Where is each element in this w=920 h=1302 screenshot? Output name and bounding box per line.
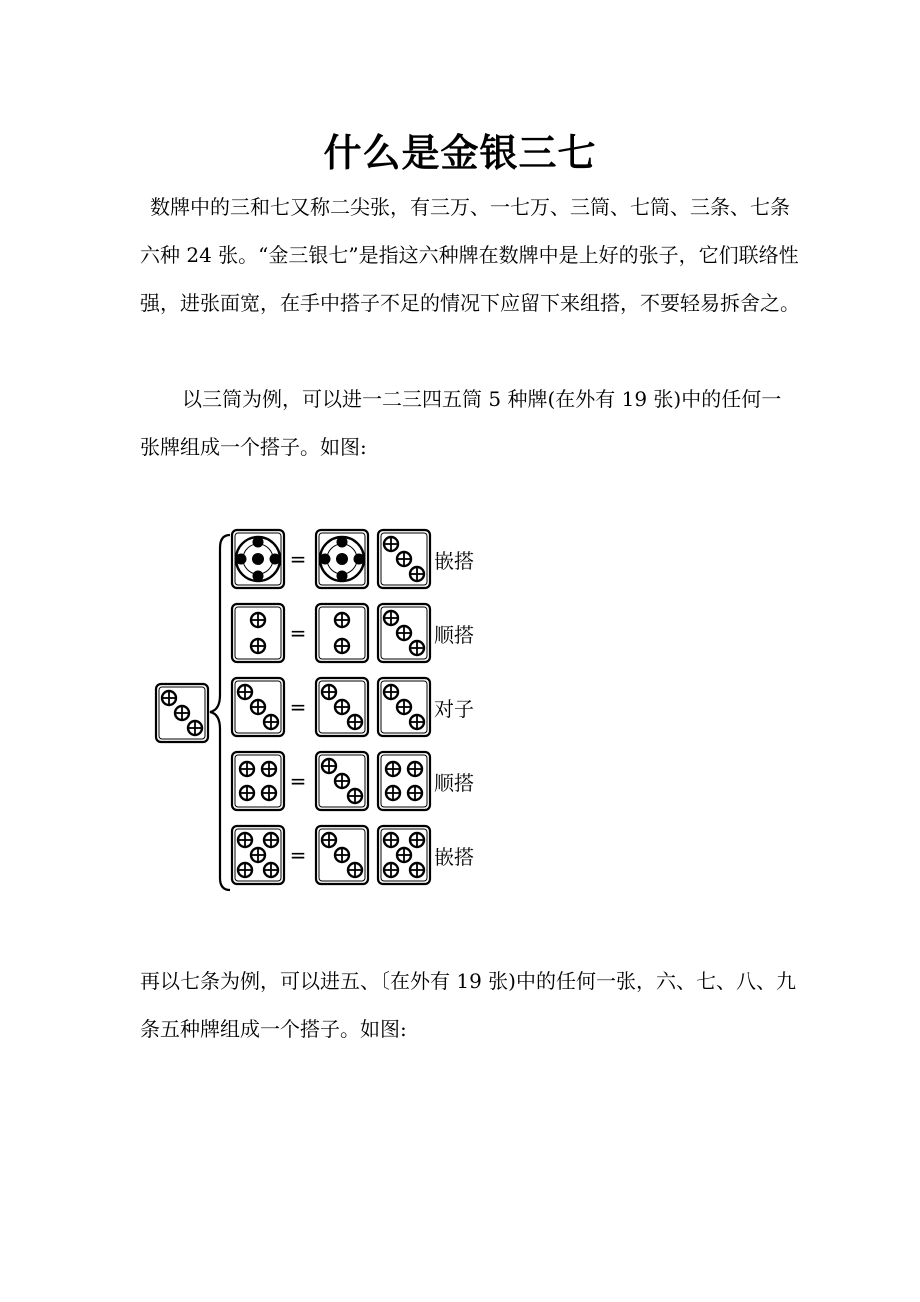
combination-label: 嵌搭 (434, 549, 474, 573)
incoming-tile-5-dots (232, 826, 284, 884)
combination-label: 嵌搭 (434, 845, 474, 869)
equals-sign: = (289, 695, 307, 719)
brace (210, 535, 230, 890)
incoming-tile-1-dots (232, 530, 284, 588)
tile-combination-diagram (150, 520, 490, 900)
incoming-tile-4-dots (232, 752, 284, 810)
pair-tile-5-dots (378, 826, 430, 884)
combination-label: 顺搭 (434, 623, 474, 647)
paragraph-intro: 数牌中的三和七又称二尖张，有三万、一七万、三筒、七筒、三条、七条六种 24 张。“金三银七”是指这六种牌在数牌中是上好的张子，它们联络性强，进张面宽，在手中搭子不足的情况下应留下来组搭，不要轻易拆舍之。 (140, 195, 800, 315)
incoming-tile-2-dots (232, 604, 284, 662)
pair-tile-3-dots (316, 678, 368, 736)
pair-tile-3-dots (378, 530, 430, 588)
pair-tile-2-dots (316, 604, 368, 662)
paragraph-three-dots-example: 以三筒为例，可以进一二三四五筒 5 种牌(在外有 19 张)中的任何一张牌组成一个搭子。如图: (140, 387, 782, 459)
combination-label: 对子 (434, 697, 474, 721)
equals-sign: = (289, 547, 307, 571)
pair-tile-3-dots (316, 826, 368, 884)
pair-tile-1-dots (316, 530, 368, 588)
combination-label: 顺搭 (434, 771, 474, 795)
pair-tile-3-dots (378, 678, 430, 736)
equals-sign: = (289, 843, 307, 867)
pair-tile-3-dots (378, 604, 430, 662)
incoming-tile-3-dots (232, 678, 284, 736)
page-title: 什么是金银三七 (323, 130, 597, 175)
equals-sign: = (289, 769, 307, 793)
equals-sign: = (289, 621, 307, 645)
pair-tile-4-dots (378, 752, 430, 810)
start-tile-three-dots (156, 684, 208, 742)
pair-tile-3-dots (316, 752, 368, 810)
paragraph-seven-bamboo-example: 再以七条为例，可以进五、〔在外有 19 张)中的任何一张，六、七、八、九条五种牌组成一个搭子。如图: (140, 969, 796, 1041)
